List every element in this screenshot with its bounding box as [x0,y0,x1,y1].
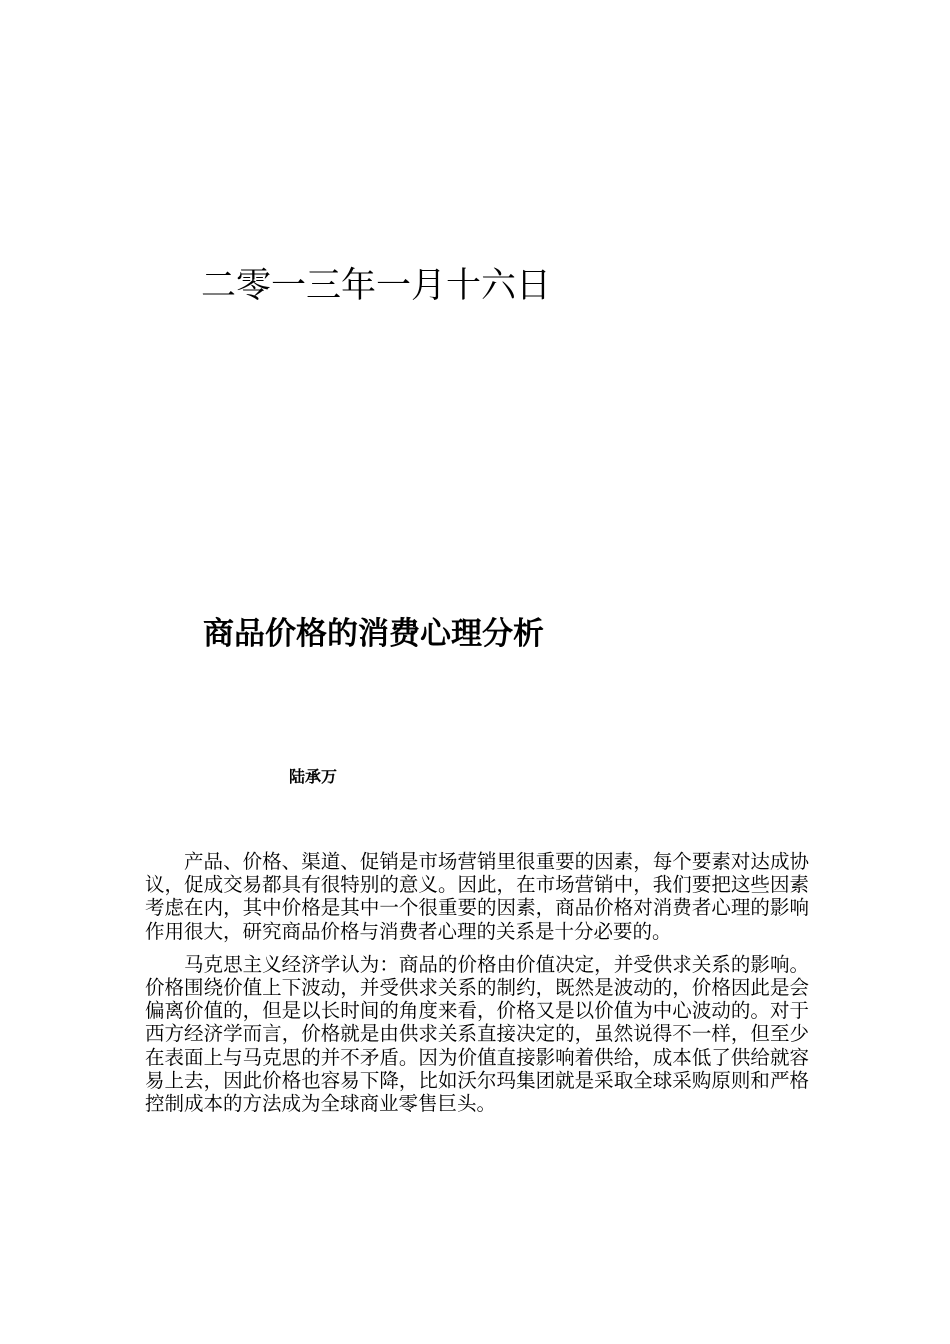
body-paragraph-2: 马克思主义经济学认为：商品的价格由价值决定，并受供求关系的影响。价格围绕价值上下波动，并受供求关系的制约，既然是波动的，价格因此是会偏离价值的，但是以长时间的角度来看，价格又是以价值为中心波动的。对于西方经济学而言，价格就是由供求关系直接决定的，虽然说得不一样，但至少在表面上与马克思的并不矛盾。因为价值直接影响着供给，成本低了供给就容易上去，因此价格也容易下降，比如沃尔玛集团就是采取全球采购原则和严格控制成本的方法成为全球商业零售巨头。 [145,952,809,1116]
document-title: 商品价格的消费心理分析 [203,616,544,652]
document-date: 二零一三年一月十六日 [201,266,552,306]
document-author: 陆承万 [289,767,338,786]
body-paragraph-1: 产品、价格、渠道、促销是市场营销里很重要的因素，每个要素对达成协议，促成交易都具有很特别的意义。因此，在市场营销中，我们要把这些因素考虑在内，其中价格是其中一个很重要的因素，商品价格对消费者心理的影响作用很大，研究商品价格与消费者心理的关系是十分必要的。 [145,850,809,943]
document-body [145,850,809,1125]
